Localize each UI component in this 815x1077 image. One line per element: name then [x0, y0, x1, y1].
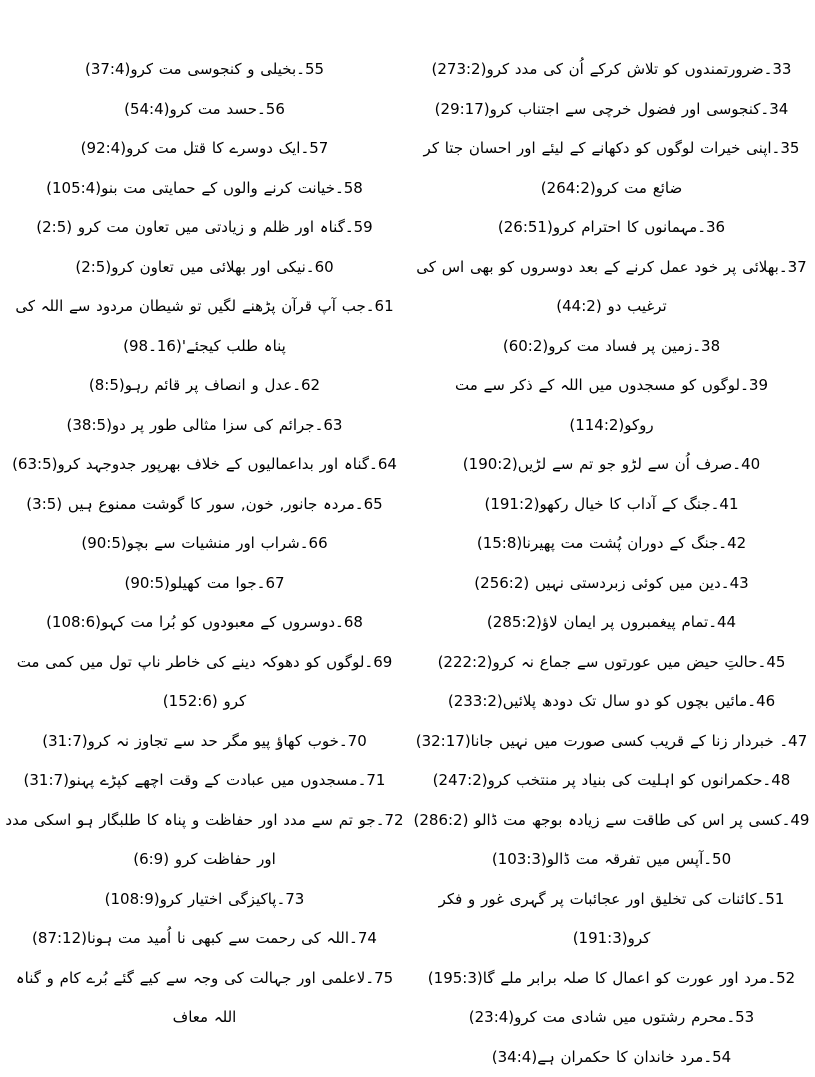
list-item — [412, 840, 811, 880]
item-number-separator: ۔ — [300, 534, 309, 552]
item-verse-reference: (195:3) — [428, 969, 483, 987]
item-text: محرم رشتوں میں شادی مت کرو — [514, 1008, 726, 1026]
list-item — [5, 880, 404, 920]
item-number: 51 — [765, 890, 784, 908]
item-number: 35 — [780, 139, 799, 157]
list-item — [412, 485, 811, 525]
item-text: جوا مت کھیلو — [170, 574, 257, 592]
item-text: حکمرانوں کو اہلیت کی بنیاد پر منتخب کرو — [488, 771, 763, 789]
item-verse-reference: (26:51) — [498, 218, 553, 236]
list-item — [412, 445, 811, 485]
item-text: عدل و انصاف پر قائم رہو — [125, 376, 292, 394]
item-verse-reference: (32:17) — [416, 732, 471, 750]
item-number: 73 — [285, 890, 304, 908]
item-number-separator: ۔ — [721, 574, 730, 592]
item-verse-reference: (190:2) — [463, 455, 518, 473]
item-text: حالتِ حیض میں عورتوں سے جماع نہ کرو — [493, 653, 758, 671]
item-number: 41 — [719, 495, 738, 513]
item-verse-reference: (233:2) — [448, 692, 503, 710]
list-item — [5, 406, 404, 446]
item-text: بخیلی و کنجوسی مت کرو — [130, 60, 296, 78]
item-number: 39 — [749, 376, 768, 394]
item-text: صرف اُن سے لڑو جو تم سے لڑیں — [518, 455, 733, 473]
list-item — [5, 801, 404, 880]
list-item — [412, 524, 811, 564]
item-verse-reference: (8:5) — [89, 376, 125, 394]
item-number: 55 — [305, 60, 324, 78]
item-verse-reference: (34:4) — [492, 1048, 537, 1066]
item-text: ضرورتمندوں کو تلاش کرکے اُن کی مدد کرو — [486, 60, 763, 78]
column-items-33-54 — [408, 50, 815, 1055]
list-item — [5, 208, 404, 248]
item-number: 61 — [375, 297, 394, 315]
item-number: 43 — [730, 574, 749, 592]
item-text: لاعلمی اور جہالت کی وجہ سے کیے گئے بُرے کام و گناہ اللہ معاف — [16, 969, 365, 1027]
item-number-separator: ۔ — [718, 534, 727, 552]
item-number: 42 — [727, 534, 746, 552]
item-verse-reference: (114:2) — [569, 416, 624, 434]
list-item — [412, 722, 811, 762]
item-verse-reference: (273:2) — [432, 60, 487, 78]
item-text: جنگ کے آداب کا خیال رکھو — [539, 495, 710, 513]
item-number: 47 — [788, 732, 807, 750]
item-number: 75 — [374, 969, 393, 987]
item-number: 37 — [788, 258, 807, 276]
item-verse-reference: (15:8) — [477, 534, 522, 552]
list-item — [5, 603, 404, 643]
list-item — [5, 248, 404, 288]
item-verse-reference: (247:2) — [433, 771, 488, 789]
item-verse-reference: (191:2) — [484, 495, 539, 513]
item-number-separator: ۔ — [732, 455, 741, 473]
item-text: جو تم سے مدد اور حفاظت و پناہ کا طلبگار ہو اسکی مدد اور حفاظت کرو — [5, 811, 375, 869]
column-items-55-75 — [1, 50, 408, 1055]
item-number-separator: ۔ — [708, 613, 717, 631]
item-number: 46 — [756, 692, 775, 710]
list-item — [5, 366, 404, 406]
item-verse-reference: (90:5) — [81, 534, 126, 552]
item-number: 38 — [701, 337, 720, 355]
list-item — [412, 248, 811, 327]
item-number: 54 — [712, 1048, 731, 1066]
item-number: 34 — [769, 100, 788, 118]
item-verse-reference: (256:2) — [474, 574, 535, 592]
item-number-separator: ۔ — [300, 139, 309, 157]
list-item — [412, 366, 811, 445]
item-number-separator: ۔ — [697, 218, 706, 236]
item-text: بھلائی پر خود عمل کرنے کے بعد دوسروں کو بھی اس کی ترغیب دو — [416, 258, 779, 316]
item-text: جنگ کے دوران پُشت مت پھیرنا — [522, 534, 718, 552]
item-verse-reference: (191:3) — [573, 929, 628, 947]
item-number-separator: ۔ — [772, 139, 781, 157]
item-verse-reference: (60:2) — [503, 337, 548, 355]
item-verse-reference: (108:6) — [46, 613, 101, 631]
item-text: جرائم کی سزا مثالی طور پر دو — [112, 416, 315, 434]
item-verse-reference: (286:2) — [414, 811, 475, 829]
item-text: جب آپ قرآن پڑھنے لگیں تو شیطان مردود سے اللہ کی پناہ طلب کیجئے' — [15, 297, 365, 355]
list-item — [5, 90, 404, 130]
item-number-separator: ۔ — [376, 811, 385, 829]
item-number-separator: ۔ — [747, 692, 756, 710]
item-number-separator: ۔ — [760, 100, 769, 118]
item-number-separator: ۔ — [339, 732, 348, 750]
item-number: 59 — [354, 218, 373, 236]
item-verse-reference: (2:5) — [36, 218, 78, 236]
item-number-separator: ۔ — [740, 376, 749, 394]
item-verse-reference: (3:5) — [26, 495, 68, 513]
list-item — [412, 959, 811, 999]
item-verse-reference: (90:5) — [124, 574, 169, 592]
item-number: 49 — [790, 811, 809, 829]
item-text: مردہ جانور, خون, سور کا گوشت ممنوع ہیں — [68, 495, 355, 513]
item-number: 67 — [265, 574, 284, 592]
item-number: 66 — [309, 534, 328, 552]
item-verse-reference: (16۔98) — [123, 337, 182, 355]
list-item — [412, 603, 811, 643]
list-item — [5, 169, 404, 209]
item-number: 58 — [344, 179, 363, 197]
item-text: ایک دوسرے کا قتل مت کرو — [126, 139, 300, 157]
item-number-separator: ۔ — [726, 1008, 735, 1026]
item-number-separator: ۔ — [355, 495, 364, 513]
item-text: خبردار زنا کے قریب کسی صورت میں نہیں جانا — [471, 732, 780, 750]
item-text: لوگوں کو دھوکہ دینے کی خاطر ناپ تول میں کمی مت کرو — [17, 653, 365, 711]
item-text: خوب کھاؤ پیو مگر حد سے تجاوز نہ کرو — [88, 732, 339, 750]
item-number-separator: ۔ — [764, 60, 773, 78]
item-verse-reference: (38:5) — [67, 416, 112, 434]
item-number: 45 — [766, 653, 785, 671]
list-item — [412, 129, 811, 208]
item-number: 65 — [364, 495, 383, 513]
item-verse-reference: (31:7) — [42, 732, 87, 750]
item-verse-reference: (29:17) — [435, 100, 490, 118]
item-number: 64 — [378, 455, 397, 473]
item-verse-reference: (108:9) — [105, 890, 160, 908]
item-number-separator: ۔ — [292, 376, 301, 394]
item-number-separator: ۔ — [779, 732, 788, 750]
item-verse-reference: (23:4) — [469, 1008, 514, 1026]
list-item — [412, 327, 811, 367]
item-number-separator: ۔ — [335, 613, 344, 631]
item-number: 40 — [741, 455, 760, 473]
item-number: 72 — [385, 811, 404, 829]
item-verse-reference: (44:2) — [556, 297, 607, 315]
item-number: 44 — [717, 613, 736, 631]
item-number-separator: ۔ — [703, 1048, 712, 1066]
item-text: گناہ اور ظلم و زیادتی میں تعاون مت کرو — [78, 218, 345, 236]
item-text: لوگوں کو مسجدوں میں اللہ کے ذکر سے مت روکو — [455, 376, 740, 434]
list-item — [412, 761, 811, 801]
item-number-separator: ۔ — [757, 890, 766, 908]
list-item — [5, 485, 404, 525]
item-text: دین میں کوئی زبردستی نہیں — [535, 574, 721, 592]
item-number-separator: ۔ — [257, 100, 266, 118]
item-verse-reference: (2:5) — [75, 258, 111, 276]
item-text: شراب اور منشیات سے بچو — [127, 534, 300, 552]
item-number: 70 — [348, 732, 367, 750]
item-number-separator: ۔ — [762, 771, 771, 789]
item-text: مائیں بچوں کو دو سال تک دودھ پلائیں — [503, 692, 748, 710]
item-number: 74 — [358, 929, 377, 947]
item-verse-reference: (87:12) — [32, 929, 87, 947]
item-number: 53 — [735, 1008, 754, 1026]
item-number-separator: ۔ — [335, 179, 344, 197]
list-item — [5, 564, 404, 604]
list-item — [412, 90, 811, 130]
item-verse-reference: (54:4) — [124, 100, 169, 118]
item-verse-reference: (222:2) — [438, 653, 493, 671]
item-text: آپس میں تفرقہ مت ڈالو — [547, 850, 703, 868]
item-text: اپنی خیرات لوگوں کو دکھانے کے لیئے اور احسان جتا کر ضائع مت کرو — [424, 139, 772, 197]
item-verse-reference: (152:6) — [163, 692, 224, 710]
item-number-separator: ۔ — [711, 495, 720, 513]
item-verse-reference: (105:4) — [46, 179, 101, 197]
item-text: دوسروں کے معبودوں کو بُرا مت کہو — [101, 613, 335, 631]
list-item — [5, 50, 404, 90]
item-number-separator: ۔ — [365, 969, 374, 987]
item-number-separator: ۔ — [306, 258, 315, 276]
item-number: 36 — [706, 218, 725, 236]
item-number-separator: ۔ — [758, 653, 767, 671]
item-number-separator: ۔ — [782, 811, 791, 829]
item-number: 57 — [309, 139, 328, 157]
item-verse-reference: (103:3) — [492, 850, 547, 868]
item-text: اللہ کی رحمت سے کبھی نا اُمید مت ہونا — [87, 929, 349, 947]
item-text: خیانت کرنے والوں کے حمایتی مت بنو — [101, 179, 335, 197]
item-text: مرد خاندان کا حکمران ہے — [537, 1048, 703, 1066]
item-number-separator: ۔ — [257, 574, 266, 592]
item-text: گناہ اور بداعمالیوں کے خلاف بھرپور جدوجہد کرو — [57, 455, 369, 473]
item-number-separator: ۔ — [692, 337, 701, 355]
item-number-separator: ۔ — [366, 297, 375, 315]
item-number: 71 — [366, 771, 385, 789]
item-number-separator: ۔ — [703, 850, 712, 868]
item-text: کنجوسی اور فضول خرچی سے اجتناب کرو — [490, 100, 761, 118]
item-text: کسی پر اس کی طاقت سے زیادہ بوجھ مت ڈالو — [474, 811, 781, 829]
item-text: نیکی اور بھلائی میں تعاون کرو — [111, 258, 306, 276]
list-item — [5, 445, 404, 485]
item-verse-reference: (31:7) — [24, 771, 69, 789]
list-item — [5, 761, 404, 801]
item-verse-reference: (264:2) — [541, 179, 596, 197]
item-number-separator: ۔ — [349, 929, 358, 947]
list-item — [5, 524, 404, 564]
list-item — [5, 643, 404, 722]
item-text: زمین پر فساد مت کرو — [548, 337, 692, 355]
item-text: تمام پیغمبروں پر ایمان لاؤ — [542, 613, 708, 631]
item-text: مرد اور عورت کو اعمال کا صلہ برابر ملے گا — [483, 969, 768, 987]
list-item — [412, 564, 811, 604]
item-verse-reference: (6:9) — [133, 850, 175, 868]
list-item — [412, 208, 811, 248]
item-verse-reference: (92:4) — [81, 139, 126, 157]
item-number: 56 — [266, 100, 285, 118]
item-number: 48 — [771, 771, 790, 789]
item-number-separator: ۔ — [345, 218, 354, 236]
item-verse-reference: (37:4) — [85, 60, 130, 78]
list-item — [5, 959, 404, 1038]
item-number-separator: ۔ — [315, 416, 324, 434]
list-item — [5, 129, 404, 169]
item-verse-reference: (285:2) — [487, 613, 542, 631]
item-text: پاکیزگی اختیار کرو — [160, 890, 277, 908]
item-text: کائنات کی تخلیق اور عجائبات پر گہری غور و فکر کرو — [439, 890, 757, 948]
item-number: 33 — [772, 60, 791, 78]
list-item — [5, 287, 404, 366]
item-number: 68 — [344, 613, 363, 631]
list-item — [412, 880, 811, 959]
item-verse-reference: (63:5) — [12, 455, 57, 473]
list-item — [412, 998, 811, 1038]
item-number-separator: ۔ — [767, 969, 776, 987]
list-item — [5, 919, 404, 959]
list-item — [412, 50, 811, 90]
item-number: 50 — [712, 850, 731, 868]
list-item — [412, 1038, 811, 1077]
list-item — [412, 643, 811, 683]
item-number-separator: ۔ — [369, 455, 378, 473]
item-number: 52 — [776, 969, 795, 987]
item-number: 69 — [373, 653, 392, 671]
list-item — [5, 722, 404, 762]
item-number-separator: ۔ — [358, 771, 367, 789]
item-number-separator: ۔ — [296, 60, 305, 78]
item-text: حسد مت کرو — [170, 100, 258, 118]
list-item — [412, 801, 811, 841]
list-item — [412, 682, 811, 722]
item-number-separator: ۔ — [276, 890, 285, 908]
item-number: 60 — [315, 258, 334, 276]
item-text: مسجدوں میں عبادت کے وقت اچھے کپڑے پہنو — [69, 771, 358, 789]
item-number-separator: ۔ — [779, 258, 788, 276]
item-number: 63 — [323, 416, 342, 434]
item-text: مہمانوں کا احترام کرو — [553, 218, 697, 236]
item-number: 62 — [301, 376, 320, 394]
item-number-separator: ۔ — [364, 653, 373, 671]
